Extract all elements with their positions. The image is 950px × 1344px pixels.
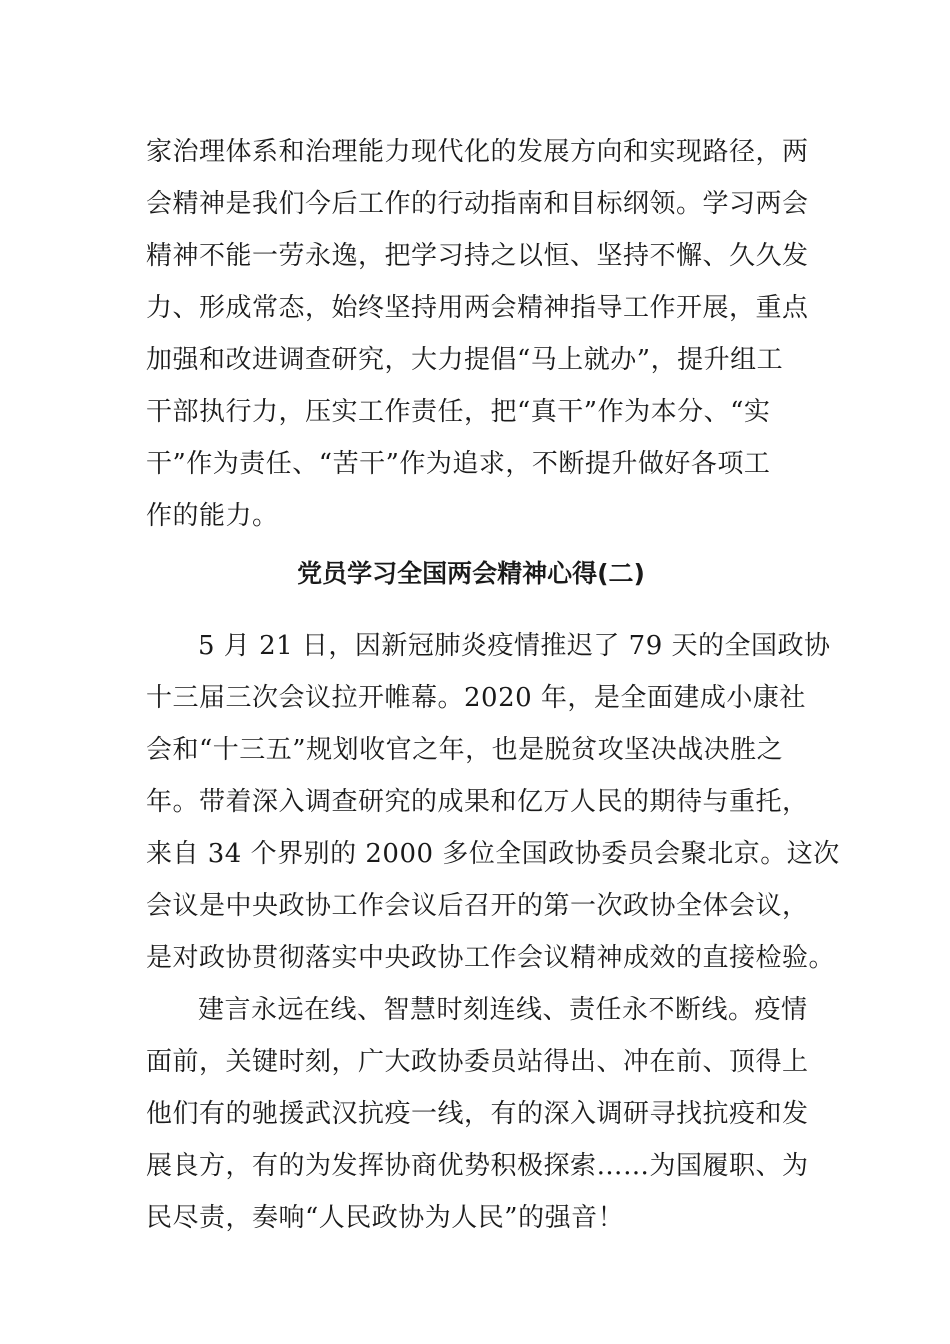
paragraph-line: 精神不能一劳永逸，把学习持之以恒、坚持不懈、久久发 xyxy=(146,241,809,271)
paragraph-line: 民尽责，奏响“人民政协为人民”的强音！ xyxy=(146,1203,625,1233)
section-body xyxy=(146,620,840,1244)
paragraph-line: 5 月 21 日，因新冠肺炎疫情推迟了 79 天的全国政协 xyxy=(198,631,831,661)
paragraph-continued xyxy=(146,126,809,542)
paragraph-line: 是对政协贯彻落实中央政协工作会议精神成效的直接检验。 xyxy=(146,943,836,973)
paragraph-line: 家治理体系和治理能力现代化的发展方向和实现路径，两 xyxy=(146,137,809,167)
paragraph-line: 十三届三次会议拉开帷幕。2020 年，是全面建成小康社 xyxy=(146,683,806,713)
paragraph-line: 会精神是我们今后工作的行动指南和目标纲领。学习两会 xyxy=(146,189,809,219)
paragraph-line: 建言永远在线、智慧时刻连线、责任永不断线。疫情 xyxy=(198,995,808,1025)
paragraph-line: 力、形成常态，始终坚持用两会精神指导工作开展，重点 xyxy=(146,293,809,323)
paragraph-line: 来自 34 个界别的 2000 多位全国政协委员会聚北京。这次 xyxy=(146,839,840,869)
section-heading: 党员学习全国两会精神心得(二) xyxy=(297,559,645,588)
paragraph-line: 干”作为责任、“苦干”作为追求，不断提升做好各项工 xyxy=(146,449,771,479)
paragraph-line: 加强和改进调查研究，大力提倡“马上就办”，提升组工 xyxy=(146,345,784,375)
paragraph-line: 作的能力。 xyxy=(146,501,279,531)
paragraph-line: 他们有的驰援武汉抗疫一线，有的深入调研寻找抗疫和发 xyxy=(146,1099,809,1129)
paragraph-line: 干部执行力，压实工作责任，把“真干”作为本分、“实 xyxy=(146,397,771,427)
paragraph-line: 年。带着深入调查研究的成果和亿万人民的期待与重托， xyxy=(146,787,809,817)
paragraph-line: 会和“十三五”规划收官之年，也是脱贫攻坚决战决胜之 xyxy=(146,735,784,765)
paragraph-line: 面前，关键时刻，广大政协委员站得出、冲在前、顶得上 xyxy=(146,1047,809,1077)
paragraph-line: 展良方，有的为发挥协商优势积极探索……为国履职、为 xyxy=(146,1151,809,1181)
paragraph-line: 会议是中央政协工作会议后召开的第一次政协全体会议， xyxy=(146,891,809,921)
